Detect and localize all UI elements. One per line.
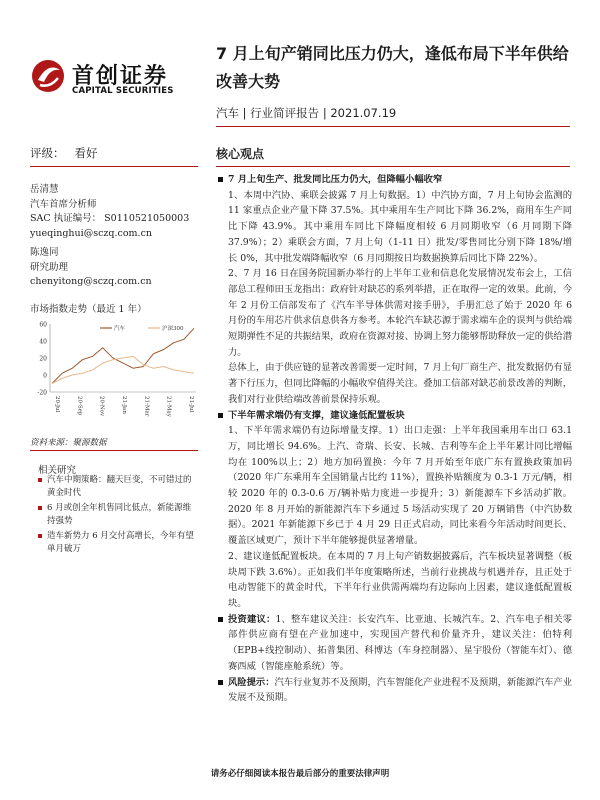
rating-value: 看好 (74, 146, 98, 160)
legal-footer: 请务必仔细阅读本报告最后部分的重要法律声明 (210, 769, 390, 779)
x-tick-label: 21-Jan (121, 396, 127, 414)
chart-title: 市场指数走势（最近 1 年） (30, 304, 147, 315)
analyst-card (30, 183, 189, 241)
risk-warning (216, 675, 572, 706)
x-tick-label: 20-Jul (54, 396, 60, 413)
y-tick-label: -20 (37, 389, 47, 397)
brand-name-cn: 首创证券 (72, 64, 169, 89)
x-tick-label: 21-Mar (143, 396, 150, 417)
y-tick-label: 60 (39, 321, 47, 329)
y-tick-label: 40 (39, 338, 47, 346)
main-content (216, 172, 572, 706)
analyst-email[interactable]: chenyitong@sczq.com.cn (30, 276, 152, 287)
analyst-role: 汽车首席分析师 (30, 198, 97, 210)
investment-label: 投资建议： (228, 613, 276, 625)
title-divider (216, 126, 570, 127)
related-list (38, 474, 198, 558)
analyst-email[interactable]: yueqinghui@sczq.com.cn (30, 227, 153, 239)
series-line-hs300 (52, 356, 194, 383)
investment-text: 1、整车建议关注：长安汽车、比亚迪、长城汽车。2、汽车电子相关零部件供应商有望在产业加速中，实现国产替代和价量齐升，建议关注：伯特利（EPB+线控制动）、拓普集团、科博达（车身控制器）、星宇股份（智能车灯）、德赛西威（智能座舱系统）等。 (228, 613, 572, 672)
related-item[interactable]: 6 月或创全年机售同比低点，新能源维持强势 (38, 502, 198, 527)
report-meta: 汽车 | 行业简评报告 | 2021.07.19 (216, 106, 397, 120)
rating (30, 145, 108, 161)
related-item[interactable]: 汽车中期策略：翻天巨变，不可错过的黄金时代 (38, 474, 198, 499)
analyst-role: 研究助理 (30, 261, 69, 273)
analyst-card (30, 246, 152, 290)
chart-source: 资料来源：聚源数据 (30, 438, 107, 448)
section-heading: 7 月上旬生产、批发同比压力仍大，但降幅小幅收窄 (216, 172, 572, 188)
brand-logo-icon (30, 58, 66, 94)
legend-label: 汽车 (114, 326, 126, 332)
risk-text: 汽车行业复苏不及预期，汽车智能化产业进程不及预期，新能源汽车产业发展不及预期。 (228, 676, 573, 704)
section-heading: 下半年需求端仍有支撑，建议逢低配置板块 (216, 408, 572, 424)
paragraph: 总体上，由于供应链的显著改善需要一定时间，7 月上旬厂商生产、批发数据仍有显著下行压力，但同比降幅的小幅收窄值得关注。叠加工信部对缺芯前景改善的判断，我们对行业供给端改善前景保持乐观。 (228, 362, 572, 405)
market-index-chart (30, 316, 200, 428)
report-title: 7 月上旬产销同比压力仍大，逢低布局下半年供给改善大势 (216, 44, 569, 91)
left-divider (30, 166, 198, 167)
paragraph: 2、7 月 16 日在国务院国新办举行的上半年工业和信息化发展情况发布会上，工信部总工程师田玉龙指出：政府针对缺芯的系列举措，正在取得一定的效果。此前，今年 2 月份工信部发布了《汽车半导体供需对接手册》，手册汇总了始于 2020 年 6 月份的车用芯片供求信息供各方参考。本轮汽车缺芯源于需求端车企的误判与供给端短期弹性不足的共振结果，政府在资源对接、协调上努力能够帮助释放一定的供给潜力。 (228, 268, 572, 358)
risk-label: 风险提示： (228, 676, 275, 688)
source-divider (30, 450, 198, 451)
paragraph: 1、本周中汽协、乘联会披露 7 月上旬数据。1）中汽协方面，7 月上旬协会监测的 11 家重点企业产量下降 37.5%。其中乘用车生产同比下降 36.2%，商用车生产同比下降 43.9%。其中乘用车同比下降幅度相较 6 月同期收窄（6 月同期下降 37.9%）；2）乘联会方面，7 月上旬（1-11 日）批发/零售同比分别下降 18%/增长 0%，其中批发端降幅收窄（6 月同期按日均数据换算后同比下降 22%）。 (228, 189, 572, 264)
legend-label: 沪深300 (162, 326, 184, 332)
paragraph: 2、建议逢低配置板块。在本周的 7 月上旬产销数据披露后，汽车板块显著调整（板块周下跌 3.6%）。正如我们半年度策略所述，当前行业挑战与机遇并存，且正处于电动智能下的黄金时代，下半年行业供需两端均有边际向上因素，建议逢低配置板块。 (228, 550, 572, 609)
related-title: 相关研究 (38, 465, 77, 476)
rating-label: 评级： (30, 146, 65, 160)
analyst-license: SAC 执证编号： S0110521050003 (30, 213, 190, 224)
x-tick-label: 21-May (165, 396, 172, 417)
analyst-name: 陈逸同 (30, 247, 59, 258)
y-tick-label: 0 (43, 372, 47, 380)
right-divider (216, 166, 570, 167)
related-item[interactable]: 造车新势力 6 月交付高增长，今年有望单月破万 (38, 530, 198, 555)
y-tick-label: 20 (39, 355, 47, 363)
investment-advice (216, 612, 572, 675)
x-tick-label: 21-Jul (188, 396, 194, 413)
brand-name-en: CAPITAL SECURITIES (72, 86, 174, 96)
analyst-name: 岳清慧 (30, 184, 59, 195)
brand-logo (30, 58, 200, 98)
x-tick-label: 20-Sep (76, 396, 83, 416)
paragraph: 1、下半年需求端仍有边际增量支撑。1）出口走强：上半年我国乘用车出口 63.1 万，同比增长 94.6%。上汽、奇瑞、长安、长城、吉利等车企上半年累计同比增幅均在 100%以上；2）地方加码置换：今年 7 月开始至年底广东有置换政策加码（2020 年广东乘用车全国销量占比约 11%），置换补贴额度为 0.3-1 万元/辆，相较 2020 年的 0.3-0.6 万/辆补贴力度进一步提升；3）新能源车下乡活动扩散。2020 年 8 月开始的新能源汽车下乡通过 5 场活动实现了 20 万辆销售（中汽协数据）。2021 年新能源下乡已于 4 月 29 日正式启动，同比来看今年活动时间更长、覆盖区域更广，预计下半年能够提供显著增量。 (228, 425, 572, 547)
x-tick-label: 20-Nov (98, 396, 105, 417)
core-title: 核心观点 (216, 147, 265, 161)
